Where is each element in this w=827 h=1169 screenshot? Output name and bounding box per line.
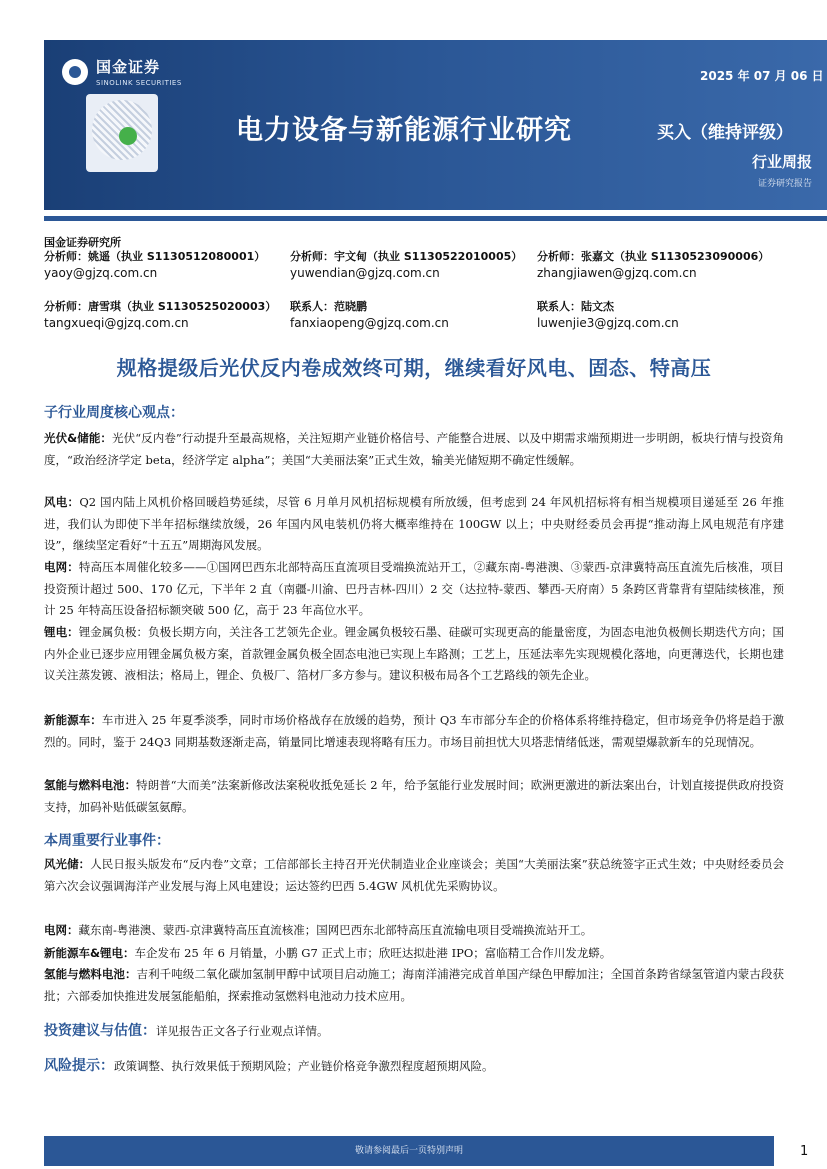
analyst-email[interactable]: tangxueqi@gjzq.com.cn xyxy=(44,316,189,330)
analyst-entry xyxy=(290,249,522,281)
event-label: 风光储： xyxy=(44,857,91,871)
logo-name-cn: 国金证券 xyxy=(96,58,161,76)
logo-icon xyxy=(62,59,88,85)
core-item-label: 新能源车： xyxy=(44,713,102,727)
event-paragraph xyxy=(44,854,784,897)
core-item-label: 光伏&储能： xyxy=(44,431,113,445)
analyst-email[interactable]: yuwendian@gjzq.com.cn xyxy=(290,266,440,280)
core-item-text: 锂金属负极：负极长期方向，关注各工艺领先企业。锂金属负极较石墨、硅碳可实现更高的能量密度，为固态电池负极侧长期迭代方向；国内外企业已逐步应用锂金属负极方案，首款锂金属负极全固态电池已实现上车路测；工艺上，压延法率先实现规模化落地，向更薄迭代，长期也建议关注蒸发镀、液相法；格局上，锂企、负极厂、箔材厂多方参与。建议积极布局各个工艺路线的领先企业。 xyxy=(44,625,785,682)
analyst-label: 分析师：姚遥（执业 S1130512080001） xyxy=(44,250,266,263)
footer-disclaimer-bar: 敬请参阅最后一页特别声明 xyxy=(44,1136,774,1166)
contact-entry xyxy=(290,299,449,331)
event-text: 人民日报头版发布“反内卷”文章；工信部部长主持召开光伏制造业企业座谈会；美国“大美丽法案”获总统签字正式生效；中央财经委员会第六次会议强调海洋产业发展与海上风电建设；运达签约巴西 5.4GW 风机优先采购协议。 xyxy=(44,857,784,893)
core-item-text: Q2 国内陆上风机价格回暖趋势延续，尽管 6 月单月风机招标规模有所放缓，但考虑到 24 年风机招标将有相当规模项目递延至 26 年推进，我们认为即使下半年招标继续放缓，26 年国内风电装机仍将大概率维持在 100GW 以上；中央财经委员会再提“推动海上风电规范有序建设”，继续坚定看好“十五五”周期海风发展。 xyxy=(44,495,784,552)
core-views-paragraph xyxy=(44,492,784,557)
qr-code-icon xyxy=(86,94,158,172)
analyst-email[interactable]: zhangjiawen@gjzq.com.cn xyxy=(537,266,697,280)
logo-name-en: SINOLINK SECURITIES xyxy=(96,79,182,87)
event-text: 吉利千吨级二氧化碳加氢制甲醇中试项目启动施工；海南洋浦港完成首单国产绿色甲醇加注；全国首条跨省绿氢管道内蒙古段获批；六部委加快推进发展氢能船舶，探索推动氢燃料电池动力技术应用。 xyxy=(44,967,785,1003)
analyst-entry xyxy=(537,249,769,281)
contact-label: 联系人：陆文杰 xyxy=(537,300,614,313)
event-text: 车企发布 25 年 6 月销量，小鹏 G7 正式上市；欣旺达拟赴港 IPO；富临精工合作川发龙蟒。 xyxy=(134,946,612,960)
core-item-label: 风电： xyxy=(44,495,80,509)
event-label: 新能源车&锂电： xyxy=(44,946,135,960)
industry-title: 电力设备与新能源行业研究 xyxy=(236,115,572,146)
analyst-email[interactable]: yaoy@gjzq.com.cn xyxy=(44,266,158,280)
event-text: 藏东南-粤港澳、蒙西-京津冀特高压直流核准；国网巴西东北部特高压直流输电项目受端换流站开工。 xyxy=(78,923,593,937)
analyst-label: 分析师：宇文甸（执业 S1130522010005） xyxy=(290,250,523,263)
event-paragraph xyxy=(44,920,784,942)
core-item-text: 特高压本周催化较多——①国网巴西东北部特高压直流项目受端换流站开工，②藏东南-粤港澳、③蒙西-京津冀特高压直流先后核准，项目投资预计超过 500、170 亿元，下半年 2 直（南疆-川渝、巴丹吉林-四川）2 交（达拉特-蒙西、攀西-天府南）5 条跨区背靠背有望陆续核准，预计 25 年特高压设备招标额突破 500 亿，高于 23 年高位水平。 xyxy=(44,560,785,617)
contact-email[interactable]: fanxiaopeng@gjzq.com.cn xyxy=(290,316,449,330)
core-item-text: 车市进入 25 年夏季淡季，同时市场价格战存在放缓的趋势，预计 Q3 车市部分车企的价格体系将维持稳定，但市场竞争仍将是趋于激烈的。同时，鉴于 24Q3 同期基数逐渐走高，销量同比增速表现将略有压力。市场目前担忧大贝塔悲情绪低迷，需观望爆款新车的兑现情况。 xyxy=(44,713,785,749)
investment-text: 详见报告正文各子行业观点详情。 xyxy=(156,1024,329,1038)
analyst-label: 分析师：张嘉文（执业 S1130523090006） xyxy=(537,250,770,263)
risk-heading: 风险提示： xyxy=(44,1058,114,1074)
risk-section xyxy=(44,1055,784,1075)
investment-heading: 投资建议与估值： xyxy=(44,1023,156,1039)
analyst-entry xyxy=(44,249,265,281)
core-views-paragraph xyxy=(44,775,784,818)
header-divider xyxy=(44,216,827,221)
core-item-text: 光伏“反内卷”行动提升至最高规格，关注短期产业链价格信号、产能整合进展、以及中期需求端预期进一步明朗，板块行情与投资角度，“政治经济学定 beta，经济学定 alpha”；美国“大美丽法案”正式生效，输美光储短期不确定性缓解。 xyxy=(44,431,784,467)
core-item-label: 电网： xyxy=(44,560,79,574)
risk-text: 政策调整、执行效果低于预期风险；产业链价格竞争激烈程度超预期风险。 xyxy=(114,1059,494,1073)
core-views-paragraph xyxy=(44,622,784,687)
event-label: 电网： xyxy=(44,923,79,937)
core-views-paragraph xyxy=(44,428,784,471)
contact-label: 联系人：范晓鹏 xyxy=(290,300,367,313)
report-label: 证券研究报告 xyxy=(758,179,813,189)
core-views-paragraph xyxy=(44,557,784,622)
core-views-heading: 子行业周度核心观点： xyxy=(44,405,184,421)
event-paragraph xyxy=(44,964,784,1007)
page-number: 1 xyxy=(800,1144,809,1159)
contact-email[interactable]: luwenjie3@gjzq.com.cn xyxy=(537,316,679,330)
analyst-label: 分析师：唐雪琪（执业 S1130525020003） xyxy=(44,300,277,313)
report-date: 2025 年 07 月 06 日 xyxy=(700,69,824,83)
analyst-entry xyxy=(44,299,276,331)
core-item-text: 特朗普“大而美”法案新修改法案税收抵免延长 2 年，给予氢能行业发展时间；欧洲更激进的新法案出台，计划直接提供政府投资支持，加码补贴低碳氢氨醇。 xyxy=(44,778,784,814)
event-paragraph xyxy=(44,943,784,965)
contact-entry xyxy=(537,299,679,331)
event-label: 氢能与燃料电池： xyxy=(44,967,137,981)
report-type: 行业周报 xyxy=(752,153,813,171)
report-headline: 规格提级后光伏反内卷成效终可期，继续看好风电、固态、特高压 xyxy=(116,356,712,380)
institute-name: 国金证券研究所 xyxy=(44,236,121,249)
events-heading: 本周重要行业事件： xyxy=(44,833,170,849)
investment-section xyxy=(44,1020,784,1040)
company-logo xyxy=(62,56,182,87)
core-item-label: 锂电： xyxy=(44,625,79,639)
core-views-paragraph xyxy=(44,710,784,753)
core-item-label: 氢能与燃料电池： xyxy=(44,778,137,792)
rating-badge: 买入（维持评级） xyxy=(657,123,793,143)
